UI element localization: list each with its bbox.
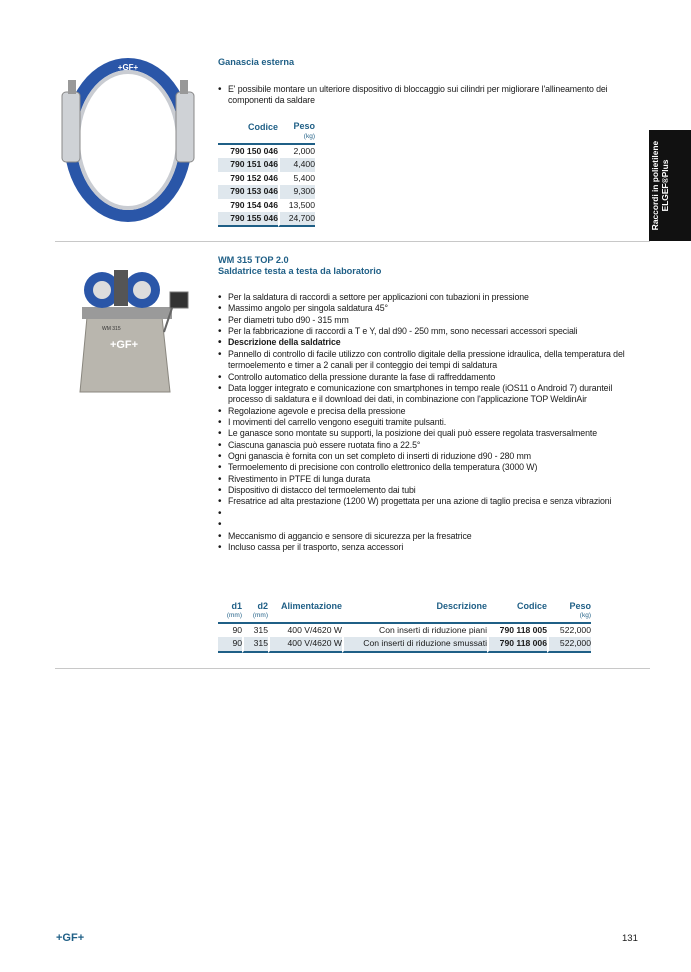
table-row [218,145,315,158]
col-peso: Peso [569,601,591,611]
table-row [218,172,315,185]
bullet-item [218,519,633,530]
table-row [218,212,315,227]
table-row [218,185,315,198]
bullet-item: • I movimenti del carrello vengono eseguiti tramite pulsanti. [218,417,633,428]
d2-cell: 315 [242,637,268,652]
d2-cell: 315 [253,625,268,635]
external-clamp-table [218,120,315,227]
peso-cell: 522,000 [559,625,591,635]
bullet-item: • Data logger integrato e comunicazione con smartphones in tempo reale (iOS11 o Android 7) duranteil processo di saldatura e il download dei dati, in combinazione con l'applicazione TOP WeldinAir [218,383,633,406]
bullet-item: • Rivestimento in PTFE di lunga durata [218,474,633,485]
descrizione-cell: Con inserti di riduzione smussati [342,637,487,652]
wm315-bullets [218,292,633,553]
svg-text:+GF+: +GF+ [117,63,139,72]
section-divider [55,668,650,669]
d1-unit: (mm) [218,611,242,624]
codice-cell: 790 152 046 [230,172,278,183]
codice-cell: 790 150 046 [230,146,278,156]
bullet-item: • Fresatrice ad alta prestazione (1200 W) progettata per una azione di taglio precisa e senza vibrazioni [218,496,633,507]
peso-cell: 24,700 [278,212,315,227]
table-row [218,624,591,637]
codice-cell: 790 151 046 [218,158,278,171]
gf-logo: +GF+ [56,932,85,944]
section-divider [55,241,650,242]
section-subtitle-wm315: Saldatrice testa a testa da laboratorio [218,266,382,276]
col-d1: d1 [231,601,242,611]
peso-cell: 522,000 [547,637,591,652]
col-peso-unit: (kg) [278,132,315,145]
codice-cell: 790 155 046 [218,212,278,227]
bullet-item: • Meccanismo di aggancio e sensore di sicurezza per la fresatrice [218,531,633,542]
bullet-item [218,508,633,519]
side-tab-line2: ELGEF®Plus [659,159,670,212]
peso-cell: 2,000 [293,146,315,156]
svg-text:WM 315: WM 315 [102,326,121,332]
bullet-item: • Per la saldatura di raccordi a settore per applicazioni con tubazioni in pressione [218,292,633,303]
bullet-item: • Pannello di controllo di facile utilizzo con controllo digitale della pressione idraulica, della temperatura del termoelemento e timer a 2 canali per il conteggio dei tempi di saldatura [218,349,633,372]
codice-cell: 790 154 046 [230,199,278,210]
bullet-item: • Per diametri tubo d90 - 315 mm [218,315,633,326]
col-descrizione: Descrizione [436,601,487,611]
butt-welding-machine-image [52,252,197,397]
peso-cell: 9,300 [278,185,315,198]
bullet-item: • Per la fabbricazione di raccordi a T e Y, dal d90 - 250 mm, sono necessari accessori speciali [218,326,633,337]
side-tab [649,130,691,241]
svg-text:+GF+: +GF+ [109,339,139,351]
section-title-external-clamp: Ganascia esterna [218,57,295,67]
col-codice: Codice [516,601,547,611]
page-number: 131 [622,933,638,944]
descrizione-cell: Con inserti di riduzione piani [379,625,487,635]
wm315-table [218,601,591,653]
peso-cell: 4,400 [278,158,315,171]
codice-cell: 790 118 005 [499,625,547,635]
codice-cell: 790 153 046 [218,185,278,198]
bullet-item: • Massimo angolo per singola saldatura 45° [218,303,633,314]
external-clamp-bullets [218,84,618,107]
bullet-item: • Ciascuna ganascia può essere ruotata fino a 22.5° [218,440,633,451]
bullet-item: • E' possibile montare un ulteriore dispositivo di bloccaggio sui cilindri per migliorare l'allineamento dei componenti da saldare [218,84,618,107]
table-row [218,637,591,652]
peso-cell: 13,500 [288,199,315,210]
bullet-item: • Controllo automatico della pressione durante la fase di raffreddamento [218,372,633,383]
col-alimentazione: Alimentazione [280,601,342,611]
col-d2: d2 [257,601,268,611]
d1-cell: 90 [218,637,242,652]
table-row [218,158,315,171]
bullet-item: • Le ganasce sono montate su supporti, la posizione dei quali può essere regolata trasversalmente [218,428,633,439]
alimentazione-cell: 400 V/4620 W [268,637,342,652]
bullet-item: • Dispositivo di distacco del termoelemento dai tubi [218,485,633,496]
col-codice: Codice [247,122,278,132]
bullet-item: • Descrizione della saldatrice [218,337,633,348]
section-title-wm315: WM 315 TOP 2.0 [218,255,289,265]
side-tab-line1: Raccordi in polietilene [650,140,660,231]
bullet-item: • Incluso cassa per il trasporto, senza accessori [218,542,633,553]
d2-unit: (mm) [242,611,268,624]
bullet-item: • Ogni ganascia è fornita con un set completo di inserti di riduzione d90 - 280 mm [218,451,633,462]
col-peso: Peso [293,121,315,131]
alimentazione-cell: 400 V/4620 W [287,625,342,635]
peso-cell: 5,400 [293,172,315,183]
table-row [218,199,315,212]
d1-cell: 90 [232,625,242,635]
peso-unit: (kg) [547,611,591,624]
external-clamp-image [58,52,198,227]
codice-cell: 790 118 006 [487,637,547,652]
bullet-item: • Regolazione agevole e precisa della pressione [218,406,633,417]
bullet-item: • Termoelemento di precisione con controllo elettronico della temperatura (3000 W) [218,462,633,473]
